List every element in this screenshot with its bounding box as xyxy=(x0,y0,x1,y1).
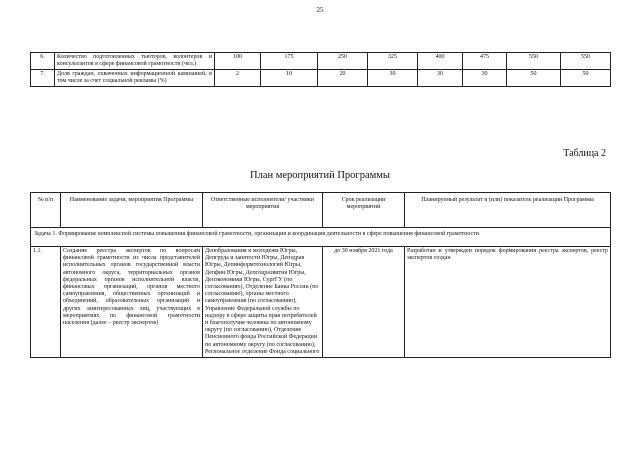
task-heading: Задача 1. Формирование комплексной системы повышения финансовой грамотности, организация и координация деятельности в сфере повышения финансовой грамотности xyxy=(31,228,611,247)
indicator-num: 7. xyxy=(31,70,55,87)
row-num: 1.1. xyxy=(31,247,61,358)
indicator-value: 2 xyxy=(215,70,261,87)
table-row xyxy=(31,70,611,87)
indicator-value: 50 xyxy=(507,70,561,87)
table-label: Таблица 2 xyxy=(563,148,606,159)
row-deadline: до 30 ноября 2021 года xyxy=(323,247,405,358)
indicator-name: Доля граждан, охваченных информационной кампанией, в том числе за счет социальной рекламы (%) xyxy=(55,70,215,87)
indicator-value: 250 xyxy=(318,53,368,70)
row-result: Разработан и утвержден порядок формирования реестра экспертов, реестр экспертов создан xyxy=(405,247,611,358)
header-num: № п/п xyxy=(31,193,61,228)
indicator-value: 30 xyxy=(463,70,507,87)
indicator-value: 325 xyxy=(368,53,418,70)
header-task: Наименование задачи, мероприятия Программы xyxy=(61,193,203,228)
indicator-num: 6. xyxy=(31,53,55,70)
table-row xyxy=(31,53,611,70)
indicator-value: 20 xyxy=(318,70,368,87)
indicator-value: 100 xyxy=(215,53,261,70)
header-deadline: Срок реализации мероприятий xyxy=(323,193,405,228)
indicator-value: 175 xyxy=(261,53,318,70)
table-header-row xyxy=(31,193,611,228)
indicator-value: 30 xyxy=(418,70,463,87)
indicator-value: 10 xyxy=(261,70,318,87)
row-name: Создание реестра экспертов по вопросам финансовой грамотности из числа представителей исполнительных органов государственной власти автономного округа, территориальных органов федеральных органов исполнительной власти, финансовых организаций, органов местного самоуправления, общественных организаций и объединений, образовательных организаций и других заинтересованных лиц, участвующих в мероприятиях по финансовой грамотности населения (далее – реестр экспертов) xyxy=(61,247,203,358)
row-executors: Депобразования и молодежи Югры, Депгруда и занятости Югры, Депздрав Югры, Депинформтехнологий Югры, Депфин Югры, Депсоцразвития Югры, Депэкономики Югры, СургГУ (по согласованию), Отделение Банка России (по согласованию), органы местного самоуправления (по согласованию), Управление Федеральной службы по надзору в сфере защиты прав потребителей и благополучия человека по автономному округу (по согласованию), Отделение Пенсионного фонда Российской Федерации по автономному округу (по согласованию), Региональное отделение Фонда социального xyxy=(203,247,323,358)
header-result: Планируемый результат и (или) показатель реализации Программы xyxy=(405,193,611,228)
plan-table xyxy=(30,192,611,358)
indicators-table xyxy=(30,52,611,87)
page-number: 25 xyxy=(316,6,324,14)
indicator-value: 550 xyxy=(507,53,561,70)
plan-title: План мероприятий Программы xyxy=(250,170,390,181)
indicator-value: 475 xyxy=(463,53,507,70)
indicator-value: 400 xyxy=(418,53,463,70)
indicator-value: 550 xyxy=(561,53,611,70)
indicator-value: 30 xyxy=(368,70,418,87)
indicator-value: 50 xyxy=(561,70,611,87)
indicator-name: Количество подготовленных тьюторов, волонтеров и консультантов в сфере финансовой грамотности (чел.) xyxy=(55,53,215,70)
header-executors: Ответственные исполнители/ участники мероприятия xyxy=(203,193,323,228)
task-row xyxy=(31,228,611,247)
table-row xyxy=(31,247,611,358)
